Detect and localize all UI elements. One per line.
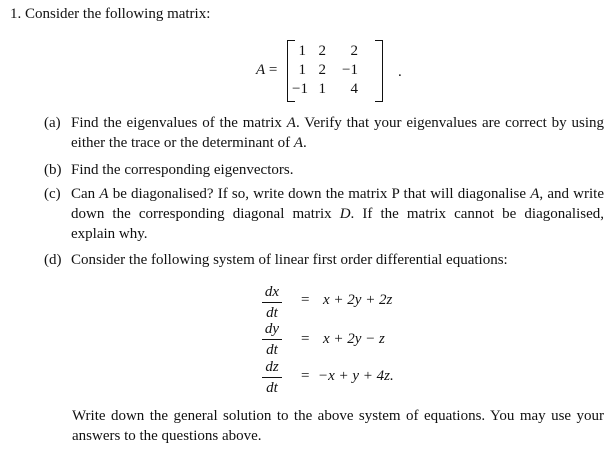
part-d	[44, 250, 604, 270]
matrix-cell: −1	[292, 81, 308, 97]
equation-equals: =	[301, 368, 310, 384]
question-intro: Consider the following matrix:	[25, 6, 211, 22]
math-var: A	[286, 115, 296, 131]
matrix-cell: 1	[318, 81, 326, 97]
matrix-lhs	[256, 62, 277, 79]
part-label: (a)	[44, 115, 61, 131]
matrix-row	[292, 80, 358, 99]
part-text	[71, 184, 604, 244]
matrix-end-punct: .	[398, 64, 402, 80]
matrix-equals: =	[268, 62, 278, 78]
part-text: Find the corresponding eigenvectors.	[71, 162, 294, 178]
part-text-segment: . If the matrix cannot be diagonalised, explain why.	[71, 206, 604, 242]
equation-rhs: −x + y + 4z.	[318, 368, 394, 384]
derivative-dx-dt	[262, 284, 282, 322]
part-a	[44, 113, 604, 153]
math-var: A	[530, 186, 540, 202]
derivative-dz-dt	[262, 359, 282, 397]
matrix-cell: 4	[350, 81, 358, 97]
equation-equals: =	[301, 292, 310, 308]
matrix-cell: 2	[350, 43, 358, 59]
part-label: (b)	[44, 162, 62, 178]
fraction-numerator: dz	[265, 359, 279, 375]
part-text-segment: Find the eigenvalues of the matrix	[71, 115, 287, 131]
matrix-row	[292, 42, 358, 61]
part-label: (d)	[44, 252, 62, 268]
fraction-bar	[262, 339, 282, 340]
fraction-denominator: dt	[266, 305, 278, 321]
part-text-segment: Can	[71, 186, 100, 202]
fraction-numerator: dx	[264, 284, 280, 300]
math-var: D	[339, 206, 351, 222]
closing-instruction: Write down the general solution to the above system of equations. You may use your answers to the questions above.	[72, 408, 604, 444]
matrix-cell: −1	[342, 62, 358, 78]
matrix-cell: 2	[318, 43, 326, 59]
part-text-segment: . Verify that your eigenvalues are correct by using either the trace or the determinant of	[71, 115, 604, 151]
matrix-right-bracket	[375, 40, 383, 102]
part-text	[71, 113, 604, 153]
matrix-name: A	[256, 62, 266, 78]
equation-equals: =	[301, 331, 310, 347]
matrix-cell: 2	[318, 62, 326, 78]
fraction-bar	[262, 302, 282, 303]
matrix-row	[292, 61, 358, 80]
question-title	[10, 6, 210, 23]
question-number: 1.	[10, 6, 22, 22]
matrix-entries	[292, 42, 358, 99]
matrix-cell: 1	[298, 43, 306, 59]
equation-rhs: x + 2y − z	[323, 331, 385, 347]
math-var: A	[293, 135, 303, 151]
fraction-numerator: dy	[264, 321, 280, 337]
part-text-segment: , and write down the corresponding diagonal matrix	[71, 186, 605, 222]
part-b	[44, 160, 604, 180]
part-label: (c)	[44, 186, 61, 202]
matrix-cell: 1	[298, 62, 306, 78]
equation-rhs: x + 2y + 2z	[323, 292, 393, 308]
fraction-denominator: dt	[266, 342, 278, 358]
derivative-dy-dt	[262, 321, 282, 359]
math-var: A	[99, 186, 109, 202]
part-c	[44, 184, 604, 244]
part-text-segment: .	[302, 135, 307, 151]
fraction-bar	[262, 377, 282, 378]
part-text: Consider the following system of linear first order differential equations:	[71, 252, 508, 268]
fraction-denominator: dt	[266, 380, 278, 396]
part-text-segment: be diagonalised? If so, write down the matrix P that will diagonalise	[108, 186, 531, 202]
